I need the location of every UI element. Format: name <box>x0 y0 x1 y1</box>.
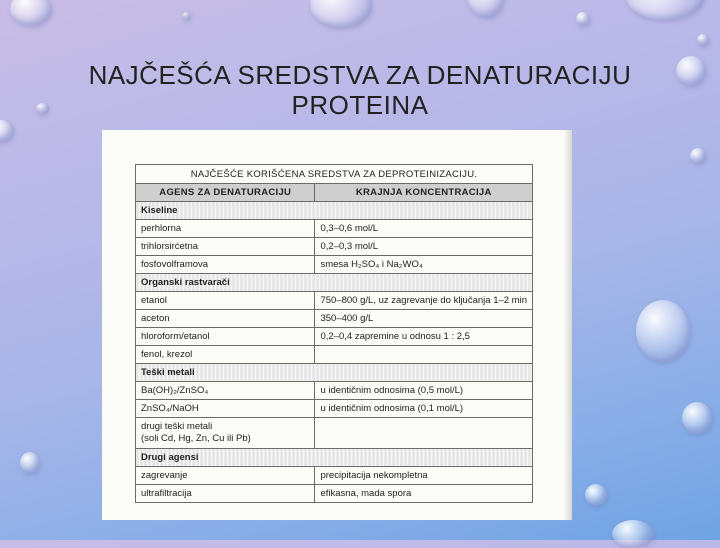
concentration-cell: smesa H₂SO₄ i Na₂WO₄ <box>315 256 533 274</box>
column-header-agent: AGENS ZA DENATURACIJU <box>136 184 315 202</box>
water-drop-decoration <box>182 12 191 20</box>
water-drop-decoration <box>468 0 504 18</box>
group-row-organic-solvents <box>136 274 533 292</box>
table-row <box>136 220 533 238</box>
scanned-table-image <box>102 130 572 520</box>
concentration-cell: u identičnim odnosima (0,5 mol/L) <box>315 382 533 400</box>
table-caption-row <box>136 165 533 184</box>
denaturation-agents-table <box>135 164 533 503</box>
concentration-cell <box>315 418 533 449</box>
table-row <box>136 400 533 418</box>
agent-cell: fenol, krezol <box>136 346 315 364</box>
group-label: Teški metali <box>136 364 533 382</box>
table-row <box>136 256 533 274</box>
agent-cell <box>136 418 315 449</box>
water-drop-decoration <box>10 0 52 26</box>
agent-cell: ultrafiltracija <box>136 485 315 503</box>
agent-cell: trihlorsirćetna <box>136 238 315 256</box>
water-drop-decoration <box>682 402 712 434</box>
water-drop-decoration <box>626 0 704 20</box>
agent-cell: Ba(OH)₂/ZnSO₄ <box>136 382 315 400</box>
table-row <box>136 310 533 328</box>
agent-cell: etanol <box>136 292 315 310</box>
water-drop-decoration <box>612 520 654 548</box>
agent-cell: aceton <box>136 310 315 328</box>
slide-title-line-1: NAJČEŠĆA SREDSTVA ZA DENATURACIJU <box>88 60 632 90</box>
concentration-cell: 750–800 g/L, uz zagrevanje do ključanja 1–2 min <box>315 292 533 310</box>
water-drop-decoration <box>20 452 40 474</box>
table-row <box>136 292 533 310</box>
water-drop-decoration <box>576 12 590 26</box>
table-row <box>136 238 533 256</box>
concentration-cell <box>315 346 533 364</box>
agent-cell: ZnSO₄/NaOH <box>136 400 315 418</box>
table-row <box>136 467 533 485</box>
water-drop-decoration <box>676 56 706 86</box>
concentration-cell: precipitacija nekompletna <box>315 467 533 485</box>
table-row <box>136 328 533 346</box>
agent-cell: zagrevanje <box>136 467 315 485</box>
concentration-cell: 0,2–0,3 mol/L <box>315 238 533 256</box>
table-row <box>136 346 533 364</box>
concentration-cell: u identičnim odnosima (0,1 mol/L) <box>315 400 533 418</box>
water-drop-decoration <box>697 34 709 46</box>
group-label: Drugi agensi <box>136 449 533 467</box>
slide-title <box>40 60 680 120</box>
table-caption: NAJČEŠĆE KORIŠĆENA SREDSTVA ZA DEPROTEINIZACIJU. <box>136 165 533 184</box>
slide-title-line-2: PROTEINA <box>291 90 429 120</box>
agent-cell: hloroform/etanol <box>136 328 315 346</box>
water-drop-decoration <box>636 300 690 362</box>
table-header-row <box>136 184 533 202</box>
concentration-cell: 350–400 g/L <box>315 310 533 328</box>
water-drop-decoration <box>585 484 607 506</box>
water-drop-decoration <box>690 148 706 164</box>
agent-name: drugi teški metali <box>141 421 213 432</box>
group-row-heavy-metals <box>136 364 533 382</box>
concentration-cell: 0,3–0,6 mol/L <box>315 220 533 238</box>
table-row <box>136 418 533 449</box>
group-row-acids <box>136 202 533 220</box>
agent-cell: perhlorna <box>136 220 315 238</box>
group-row-other-agents <box>136 449 533 467</box>
water-drop-decoration <box>310 0 372 28</box>
table-row <box>136 382 533 400</box>
group-label: Kiseline <box>136 202 533 220</box>
agent-cell: fosfovolframova <box>136 256 315 274</box>
group-label: Organski rastvarači <box>136 274 533 292</box>
column-header-concentration: KRAJNJA KONCENTRACIJA <box>315 184 533 202</box>
agent-note: (soli Cd, Hg, Zn, Cu ili Pb) <box>141 433 251 444</box>
concentration-cell: efikasna, mada spora <box>315 485 533 503</box>
concentration-cell: 0,2–0,4 zapremine u odnosu 1 : 2,5 <box>315 328 533 346</box>
table-row <box>136 485 533 503</box>
water-drop-decoration <box>0 120 14 142</box>
